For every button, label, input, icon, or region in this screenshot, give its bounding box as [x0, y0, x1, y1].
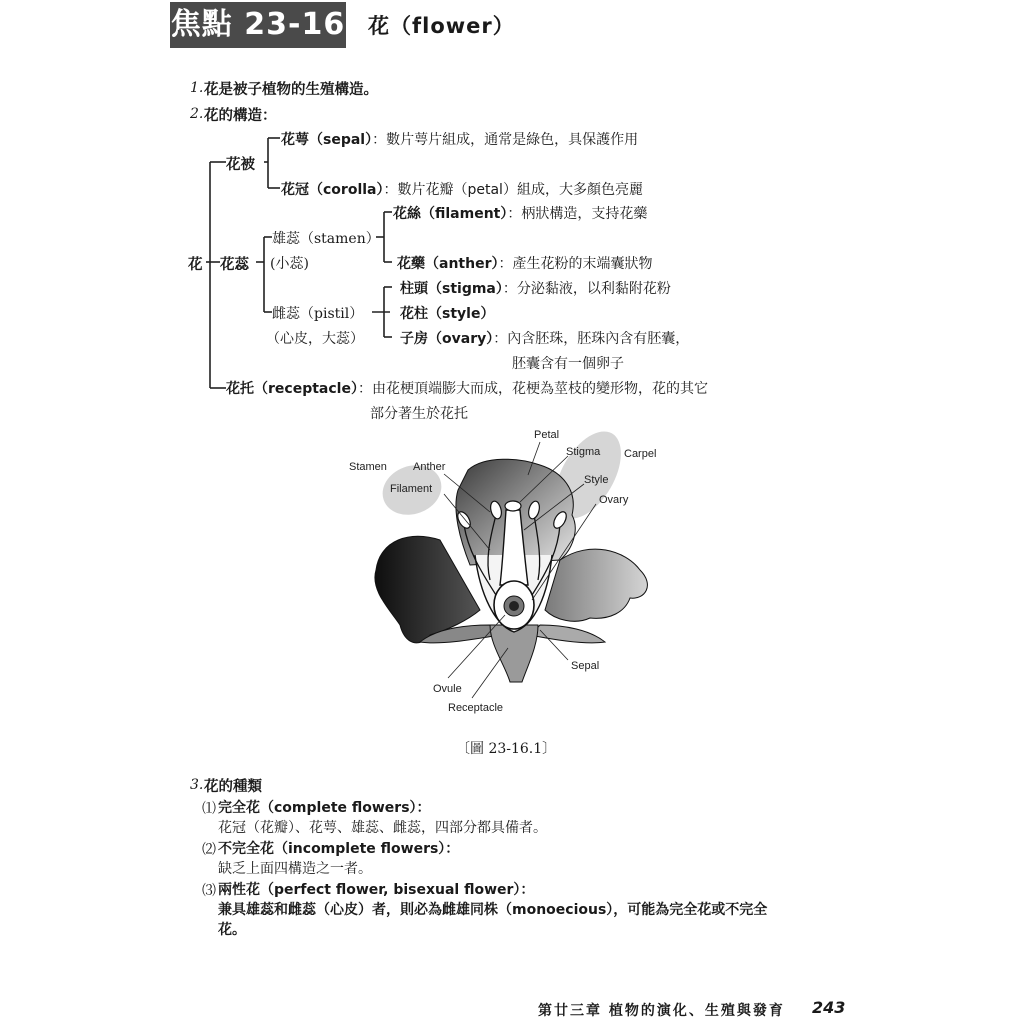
type-1-desc: 花冠（花瓣）、花萼、雄蕊、雌蕊，四部分都具備者。 [218, 820, 547, 836]
label-anther: Anther [413, 461, 446, 473]
label-ovary: Ovary [599, 494, 629, 506]
page-number: 243 [812, 998, 846, 1017]
tree-corolla: 花冠（corolla）：數片花瓣（petal）組成，大多顏色亮麗 [281, 182, 643, 198]
label-ovule: Ovule [433, 683, 462, 695]
point-1-number: 1. [190, 80, 204, 96]
tree-root-flower: 花 [188, 257, 203, 273]
type-1-number: ⑴ [202, 801, 216, 817]
point-3-number: 3. [190, 777, 204, 793]
tree-ovary-desc-2: 胚囊含有一個卵子 [512, 356, 624, 372]
label-stigma: Stigma [566, 446, 601, 458]
tree-receptacle: 花托（receptacle）：由花梗頂端膨大而成，花梗為莖枝的變形物，花的其它 [226, 381, 708, 397]
tree-female-pistil: 雌蕊（pistil） [272, 306, 364, 322]
type-1-title: 完全花（complete flowers）： [218, 800, 431, 816]
tree-receptacle-desc-2: 部分著生於花托 [370, 406, 468, 422]
label-filament: Filament [390, 483, 433, 495]
flower-diagram [340, 420, 670, 720]
tree-male-stamen: 雄蕊（stamen） [272, 231, 380, 247]
figure-caption: 〔圖 23-16.1〕 [456, 741, 557, 757]
point-2-number: 2. [190, 106, 204, 122]
focus-badge: 焦點 23-16 [170, 2, 346, 48]
sepal-right [530, 625, 605, 643]
type-3-title: 兩性花（perfect flower, bisexual flower）： [218, 882, 535, 898]
label-style: Style [584, 474, 609, 486]
label-sepal: Sepal [571, 660, 600, 672]
label-carpel: Carpel [624, 448, 657, 460]
type-2-number: ⑵ [202, 842, 216, 858]
tree-style: 花柱（style） [400, 306, 495, 322]
point-2-text: 花的構造： [204, 108, 277, 124]
page-title: 花（flower） [368, 14, 515, 38]
tree-stamen-group: 花蕊 [220, 257, 249, 273]
label-petal: Petal [534, 429, 560, 441]
receptacle-stem [490, 625, 538, 682]
type-3-desc-2: 花。 [218, 922, 246, 938]
tree-filament: 花絲（filament）：柄狀構造，支持花藥 [393, 206, 648, 222]
point-1-text: 花是被子植物的生殖構造。 [204, 82, 378, 98]
tree-female-alt: （心皮，大蕊） [266, 331, 364, 347]
label-receptacle: Receptacle [448, 702, 504, 714]
label-stamen: Stamen [349, 461, 387, 473]
point-3-heading: 花的種類 [204, 779, 262, 795]
chapter-footer: 第廿三章 植物的演化、生殖與發育 [538, 1003, 785, 1019]
type-3-desc: 兼具雄蕊和雌蕊（心皮）者，則必為雌雄同株（monoecious），可能為完全花或不完全 [218, 902, 768, 918]
tree-calyx: 花萼（sepal）：數片萼片組成，通常是綠色，具保護作用 [281, 132, 639, 148]
type-2-title: 不完全花（incomplete flowers）： [218, 841, 460, 857]
tree-ovary: 子房（ovary）：內含胚珠，胚珠內含有胚囊， [400, 331, 690, 347]
tree-anther: 花藥（anther）：產生花粉的末端囊狀物 [397, 256, 653, 272]
tree-stigma: 柱頭（stigma）：分泌黏液，以利黏附花粉 [400, 281, 671, 297]
type-3-number: ⑶ [202, 883, 216, 899]
type-2-desc: 缺乏上面四構造之一者。 [218, 861, 372, 877]
tree-perianth: 花被 [226, 157, 255, 173]
tree-male-alt: (小蕊) [270, 256, 309, 272]
